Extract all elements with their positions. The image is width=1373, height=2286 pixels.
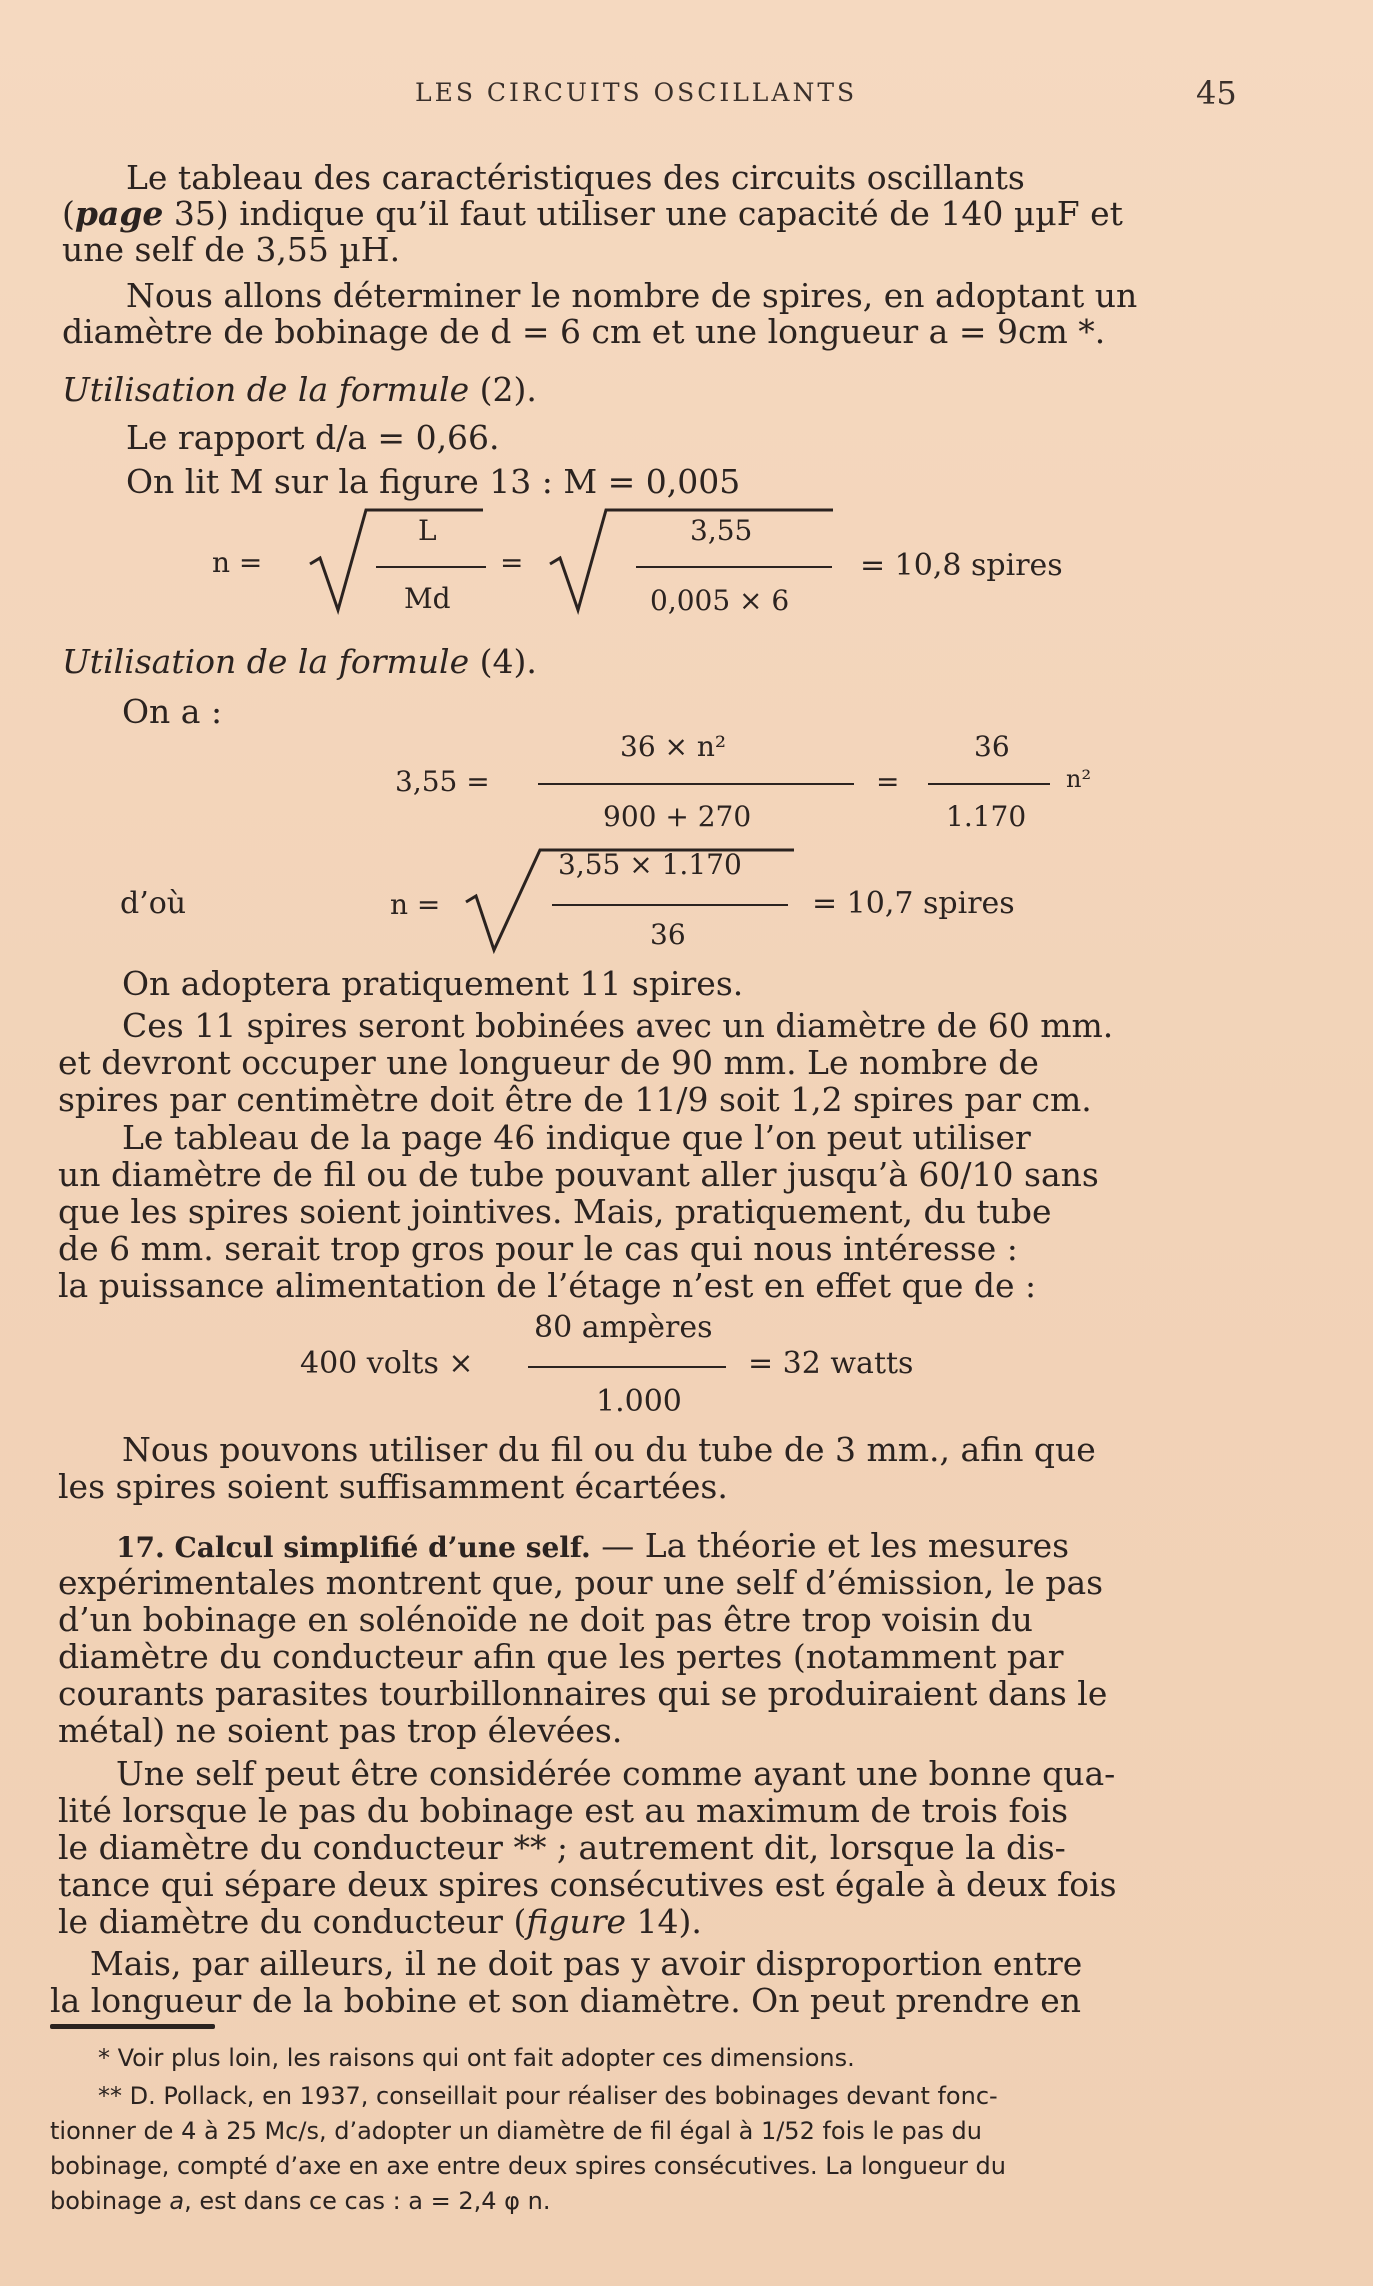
- text-line: de 6 mm. serait trop gros pour le cas qui nous intéresse :: [58, 1229, 1018, 1268]
- fraction-bar: [376, 566, 486, 568]
- formula-n: n =: [212, 546, 263, 579]
- fraction-bar: [636, 566, 832, 568]
- text-line: Mais, par ailleurs, il ne doit pas y avoir disproportion entre: [90, 1944, 1083, 1983]
- footnote-1: * Voir plus loin, les raisons qui ont fait adopter ces dimensions.: [98, 2044, 855, 2072]
- footnote-2-line: bobinage, compté d’axe en axe entre deux spires consécutives. La longueur du: [50, 2152, 1006, 2180]
- formula-tail: n²: [1066, 765, 1092, 793]
- text-line: le diamètre du conducteur ** ; autrement dit, lorsque la dis-: [58, 1828, 1066, 1867]
- fraction-numerator: 36 × n²: [620, 730, 727, 763]
- text-line: Ces 11 spires seront bobinées avec un diamètre de 60 mm.: [122, 1006, 1114, 1045]
- section-17-heading: 17. Calcul simplifié d’une self.: [116, 1531, 591, 1564]
- text-line: 17. Calcul simplifié d’une self. — La théorie et les mesures: [116, 1526, 1070, 1565]
- fraction-denominator: Md: [404, 582, 451, 615]
- fraction-bar: [528, 1366, 726, 1368]
- text-line: spires par centimètre doit être de 11/9 soit 1,2 spires par cm.: [58, 1080, 1092, 1119]
- fraction-numerator: 3,55: [690, 514, 753, 547]
- text-line: (page 35) indique qu’il faut utiliser une capacité de 140 µµF et: [62, 194, 1123, 233]
- footnote-2-line: tionner de 4 à 25 Mc/s, d’adopter un diamètre de fil égal à 1/52 fois le pas du: [50, 2117, 982, 2145]
- text-line: que les spires soient jointives. Mais, pratiquement, du tube: [58, 1192, 1052, 1231]
- footnote-2-line: bobinage a, est dans ce cas : a = 2,4 φ n.: [50, 2187, 551, 2215]
- text-line: diamètre du conducteur afin que les pertes (notamment par: [58, 1637, 1064, 1676]
- fraction-bar: [538, 783, 854, 785]
- text-line: un diamètre de fil ou de tube pouvant aller jusqu’à 60/10 sans: [58, 1155, 1099, 1194]
- text-line: la puissance alimentation de l’étage n’est en effet que de :: [58, 1266, 1037, 1305]
- formula-result: = 32 watts: [748, 1346, 914, 1381]
- fraction-bar: [552, 904, 788, 906]
- section-heading: Utilisation de la formule (4).: [62, 642, 537, 681]
- text-line: Une self peut être considérée comme ayant une bonne qua-: [116, 1754, 1116, 1793]
- fraction-denominator: 1.170: [946, 800, 1027, 833]
- text-line: Le tableau des caractéristiques des circuits oscillants: [126, 158, 1025, 197]
- fraction-bar: [928, 783, 1050, 785]
- text-line: métal) ne soient pas trop élevées.: [58, 1711, 623, 1750]
- section-heading: Utilisation de la formule (2).: [62, 370, 537, 409]
- fraction-numerator: 3,55 × 1.170: [558, 848, 742, 881]
- fraction-numerator: 36: [974, 730, 1010, 763]
- formula-result: = 10,8 spires: [860, 548, 1063, 583]
- page-number: 45: [1196, 74, 1237, 112]
- footnote-2: ** D. Pollack, en 1937, conseillait pour réaliser des bobinages devant fonc-: [98, 2082, 998, 2110]
- fraction-denominator: 36: [650, 918, 686, 951]
- text-line: la longueur de la bobine et son diamètre. On peut prendre en: [50, 1981, 1082, 2020]
- equals-sign: =: [500, 546, 524, 579]
- text-line: tance qui sépare deux spires consécutives est égale à deux fois: [58, 1865, 1117, 1904]
- text-line: courants parasites tourbillonnaires qui se produiraient dans le: [58, 1674, 1108, 1713]
- text-line: diamètre de bobinage de d = 6 cm et une longueur a = 9cm *.: [62, 312, 1106, 351]
- fraction-denominator: 0,005 × 6: [650, 584, 790, 617]
- text-line: On adoptera pratiquement 11 spires.: [122, 964, 744, 1003]
- text-line: Le tableau de la page 46 indique que l’on peut utiliser: [122, 1118, 1031, 1157]
- sqrt-sign: [308, 506, 488, 616]
- text-line: lité lorsque le pas du bobinage est au maximum de trois fois: [58, 1791, 1069, 1830]
- text-line: le diamètre du conducteur (figure 14).: [58, 1902, 702, 1941]
- text-line: une self de 3,55 µH.: [62, 230, 401, 269]
- fraction-denominator: 900 + 270: [603, 800, 752, 833]
- equals-sign: =: [876, 765, 900, 798]
- text-line: d’un bobinage en solénoïde ne doit pas être trop voisin du: [58, 1600, 1033, 1639]
- text-line: On a :: [122, 692, 223, 731]
- text-line: les spires soient suffisamment écartées.: [58, 1467, 728, 1506]
- formula-result: = 10,7 spires: [812, 886, 1015, 921]
- fraction-numerator: 80 ampères: [534, 1310, 713, 1345]
- formula-lhs: 400 volts ×: [300, 1346, 474, 1381]
- text-line: d’où: [120, 886, 187, 921]
- fraction-numerator: L: [418, 514, 437, 547]
- text-line: Nous pouvons utiliser du fil ou du tube de 3 mm., afin que: [122, 1430, 1096, 1469]
- footnote-rule: [50, 2024, 215, 2029]
- text-line: et devront occuper une longueur de 90 mm. Le nombre de: [58, 1043, 1039, 1082]
- fraction-denominator: 1.000: [596, 1384, 682, 1419]
- text-line: Nous allons déterminer le nombre de spires, en adoptant un: [126, 276, 1138, 315]
- text-line: On lit M sur la figure 13 : M = 0,005: [126, 462, 741, 501]
- running-title: LES CIRCUITS OSCILLANTS: [415, 78, 858, 107]
- formula-n: n =: [390, 888, 441, 921]
- text-line: expérimentales montrent que, pour une self d’émission, le pas: [58, 1563, 1104, 1602]
- text-line: Le rapport d/a = 0,66.: [126, 418, 500, 457]
- formula-lhs: 3,55 =: [395, 765, 490, 798]
